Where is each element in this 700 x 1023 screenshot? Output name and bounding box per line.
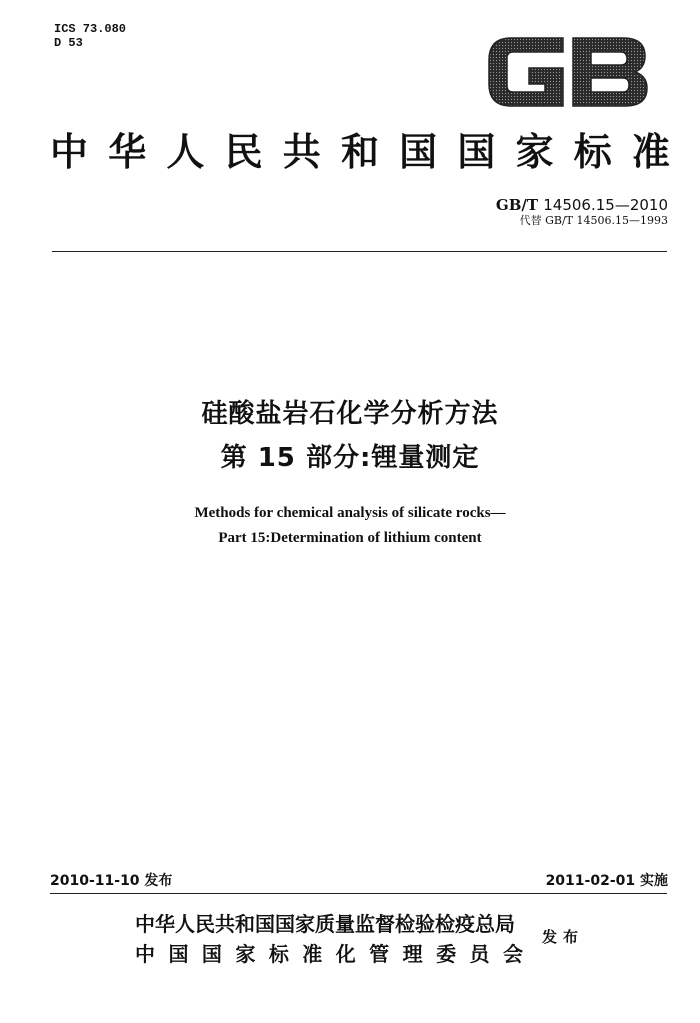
issue-date: 2010-11-10 发布 bbox=[50, 873, 173, 889]
english-title-line1: Methods for chemical analysis of silicate rocks— bbox=[194, 505, 506, 521]
chinese-title-line1: 硅酸盐岩石化学分析方法 bbox=[201, 399, 499, 429]
issuer-char: 管 bbox=[369, 942, 390, 966]
title-char: 民 bbox=[224, 129, 263, 174]
issuer-char: 员 bbox=[469, 942, 490, 966]
issuer-char: 委 bbox=[436, 942, 457, 966]
logo-text bbox=[651, 32, 652, 33]
standard-code-number: 14506.15—2010 bbox=[543, 196, 668, 214]
standard-code bbox=[496, 196, 668, 214]
chinese-title-line2: 第 15 部分:锂量测定 bbox=[220, 443, 480, 473]
publish-label: 发布 bbox=[542, 928, 585, 946]
english-title bbox=[0, 501, 700, 551]
title-char: 国 bbox=[399, 129, 438, 174]
issuer-char: 国 bbox=[201, 942, 222, 966]
replaces-standard: 代替 GB/T 14506.15—1993 bbox=[519, 214, 668, 227]
ccs-code: D 53 bbox=[54, 36, 83, 50]
issuer-aqsiq: 中华人民共和国国家质量监督检验检疫总局 bbox=[135, 912, 515, 936]
gb-logo-icon bbox=[483, 32, 651, 112]
issuer-char: 标 bbox=[268, 942, 289, 966]
national-standard-title bbox=[50, 128, 670, 176]
gb-logo bbox=[483, 32, 651, 112]
issuer-char: 家 bbox=[235, 942, 256, 966]
issuer-char: 理 bbox=[402, 942, 423, 966]
title-char: 家 bbox=[515, 129, 554, 174]
standard-number-block bbox=[496, 196, 668, 228]
issuer-sac bbox=[135, 939, 523, 969]
title-char: 人 bbox=[166, 129, 205, 174]
implementation-date: 2011-02-01 实施 bbox=[545, 873, 668, 889]
title-char: 国 bbox=[457, 129, 496, 174]
footer-divider bbox=[50, 893, 667, 894]
ics-code: ICS 73.080 bbox=[54, 22, 127, 36]
issuer-char: 会 bbox=[502, 942, 523, 966]
chinese-title bbox=[0, 392, 700, 480]
title-char: 和 bbox=[340, 129, 379, 174]
issuer-char: 化 bbox=[335, 942, 356, 966]
classification-codes bbox=[54, 22, 126, 50]
title-char: 标 bbox=[573, 129, 612, 174]
issuer-char: 中 bbox=[135, 942, 155, 966]
title-char: 准 bbox=[631, 129, 670, 174]
standard-code-prefix: GB/T bbox=[495, 196, 544, 214]
title-char: 共 bbox=[282, 129, 321, 174]
title-char: 中 bbox=[50, 129, 89, 174]
issuing-authorities bbox=[135, 909, 523, 969]
issuer-char: 国 bbox=[168, 942, 189, 966]
title-char: 华 bbox=[108, 129, 147, 174]
english-title-line2: Part 15:Determination of lithium content bbox=[218, 530, 482, 546]
issuer-char: 准 bbox=[302, 942, 323, 966]
header-divider bbox=[52, 251, 667, 252]
